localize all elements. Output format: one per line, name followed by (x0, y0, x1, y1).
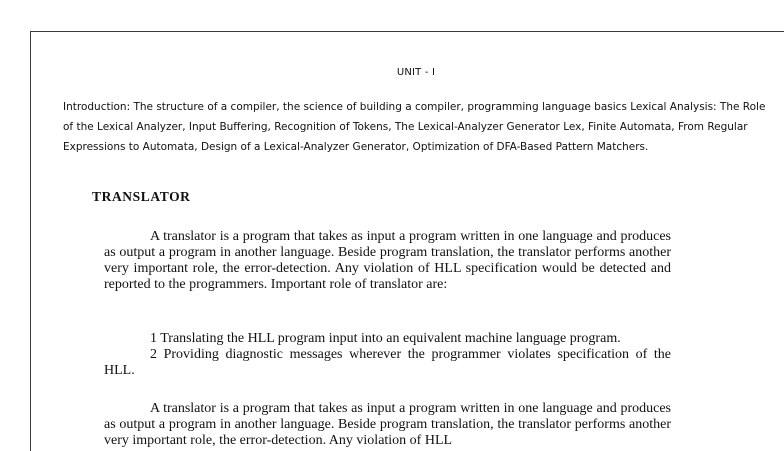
list-item (104, 347, 671, 379)
syllabus-text: The structure of a compiler, the science of building a compiler, programming language basics Lexical Analysis: The Role of the Lexical Analyzer, Input Buffering, Recognition of Tokens, The Lexical-Analyzer Generator Lex, Finite Automata, From Regular Expressions to Automata, Design of a Lexical-Analyzer Generator, Optimization of DFA-Based Pattern Matchers. (63, 101, 766, 153)
list-item-text: 1 Translating the HLL program input into an equivalent machine language program. (150, 331, 621, 346)
list-item (104, 331, 671, 347)
unit-title: UNIT - I (396, 67, 436, 78)
translator-paragraph-repeat (104, 401, 671, 449)
translator-paragraph-text: A translator is a program that takes as input a program written in one language and produces as output a program in another language. Beside program translation, the translator performs another very important role, the error-detection. Any violation of HLL specification would be detected and reported to the programmers. Important role of translator are: (104, 229, 671, 292)
document-page (30, 31, 784, 451)
list-item-text: 2 Providing diagnostic messages wherever the programmer violates specification of the HLL. (104, 347, 671, 378)
translator-roles-list (104, 331, 671, 379)
translator-paragraph (104, 229, 671, 293)
syllabus-lead: Introduction: (63, 101, 131, 113)
translator-paragraph-repeat-text: A translator is a program that takes as input a program written in one language and produces as output a program in another language. Beside program translation, the translator performs another very important role, the error-detection. Any violation of HLL (104, 401, 671, 448)
syllabus-paragraph (63, 97, 778, 157)
section-heading: TRANSLATOR (92, 189, 191, 204)
